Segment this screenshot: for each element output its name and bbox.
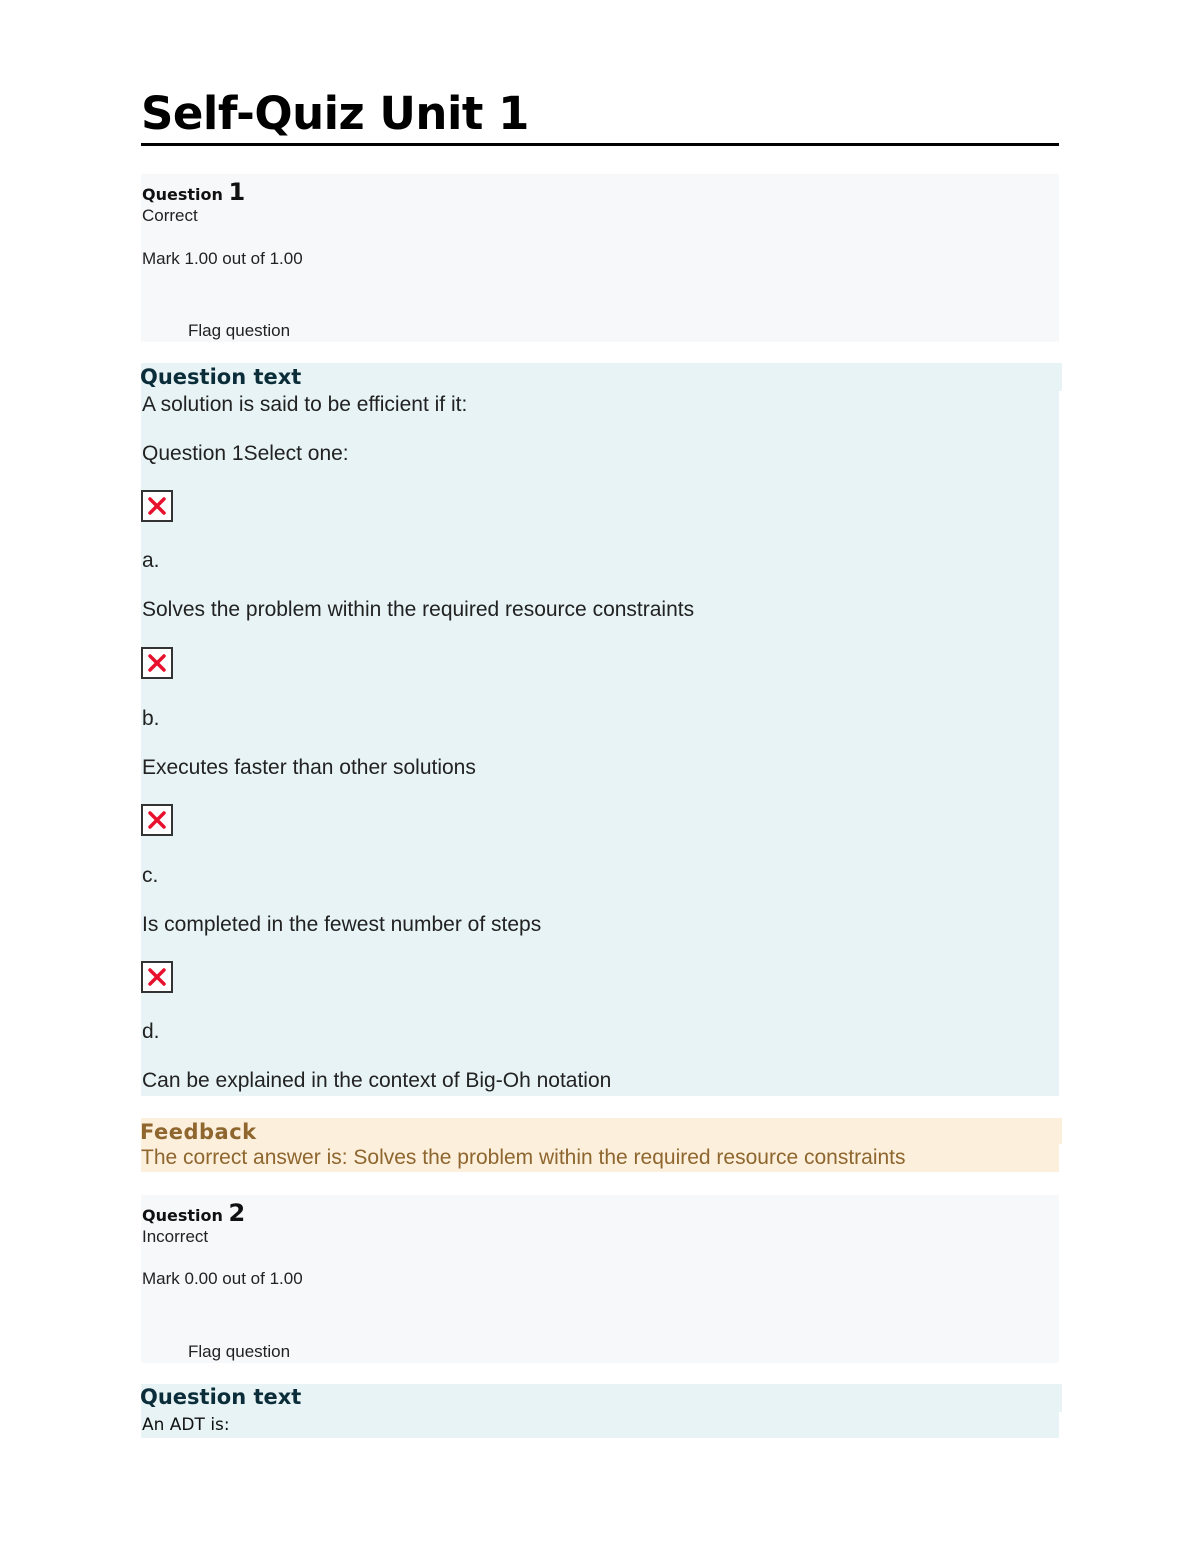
flag-question-link[interactable]: Flag question (188, 321, 291, 340)
question-1-mark: Mark 1.00 out of 1.00 (142, 249, 303, 268)
option-b-letter: b. (142, 707, 160, 730)
option-c-letter: c. (142, 864, 159, 887)
question-text-heading: Question text (140, 365, 302, 389)
option-d-x-icon[interactable] (141, 961, 173, 993)
question-2-label: Question 2 (142, 1199, 246, 1227)
flag-question-link[interactable]: Flag question (188, 1342, 291, 1361)
option-c-x-icon[interactable] (141, 804, 173, 836)
feedback-text: The correct answer is: Solves the problem within the required resource constraints (141, 1146, 906, 1169)
feedback-box (141, 1118, 1059, 1172)
option-d-letter: d. (142, 1020, 160, 1043)
question-2-mark: Mark 0.00 out of 1.00 (142, 1269, 303, 1288)
question-2-state: Incorrect (142, 1227, 209, 1246)
option-b-x-icon[interactable] (141, 647, 173, 679)
question-1-state: Correct (142, 206, 198, 225)
question-1-info (141, 174, 1059, 342)
question-text-heading: Question text (140, 1385, 302, 1409)
option-d-text[interactable]: Can be explained in the context of Big-Oh notation (142, 1069, 612, 1092)
question-2-info (141, 1195, 1059, 1363)
question-1-text: A solution is said to be efficient if it: (142, 393, 468, 416)
option-c-text[interactable]: Is completed in the fewest number of steps (142, 913, 542, 936)
question-1-prompt: Question 1Select one: (142, 442, 349, 465)
option-a-letter: a. (142, 549, 160, 572)
question-1-text-box (141, 363, 1059, 1096)
question-2-text: An ADT is: (142, 1415, 230, 1435)
page-title: Self-Quiz Unit 1 (141, 87, 529, 140)
question-1-label: Question 1 (142, 178, 246, 206)
option-b-text[interactable]: Executes faster than other solutions (142, 756, 476, 779)
title-underline (141, 143, 1059, 146)
feedback-heading: Feedback (140, 1120, 257, 1144)
option-a-x-icon[interactable] (141, 490, 173, 522)
option-a-text[interactable]: Solves the problem within the required resource constraints (142, 598, 695, 621)
question-2-text-box (141, 1384, 1059, 1438)
